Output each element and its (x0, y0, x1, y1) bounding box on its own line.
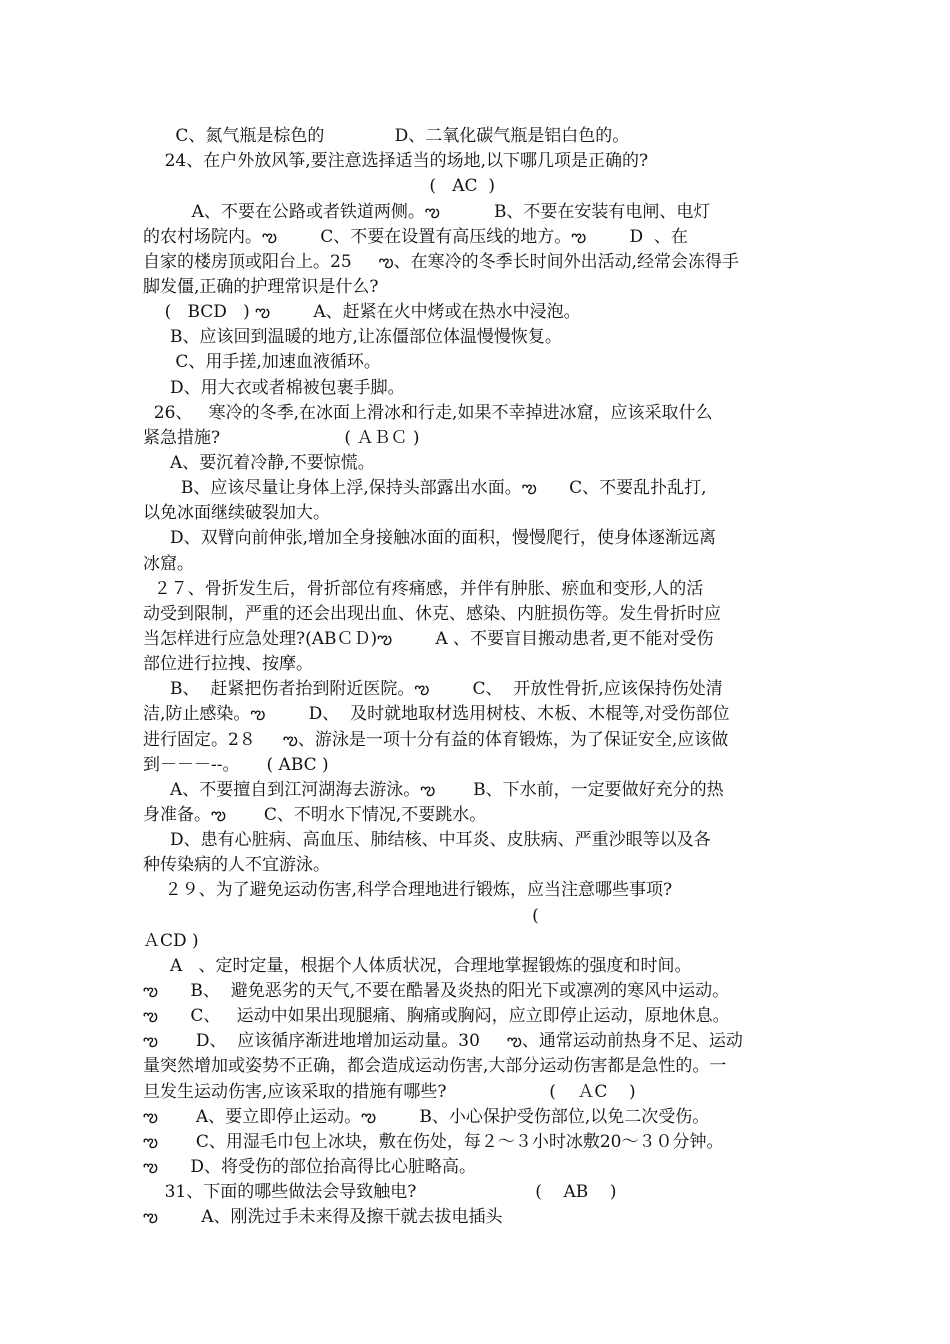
text-line: ఌ C、用湿毛巾包上冰块，敷在伤处，每２～３小时冰敷20～３０分钟。 (143, 1132, 724, 1152)
text-line: 当怎样进行应急处理?(ABＣＤ)ఌ A 、不要盲目搬动患者,更不能对受伤 (143, 629, 714, 649)
text-line: D、双臂向前伸张,增加全身接触冰面的面积，慢慢爬行，使身体逐渐远离 (143, 528, 717, 548)
text-line: ２７、骨折发生后，骨折部位有疼痛感，并伴有肿胀、瘀血和变形,人的活 (143, 579, 704, 599)
text-line: 脚发僵,正确的护理常识是什么? (143, 277, 379, 297)
text-line: 种传染病的人不宜游泳。 (143, 855, 330, 875)
text-line: A、要沉着冷静,不要惊慌。 (143, 453, 375, 473)
text-line: 自家的楼房顶或阳台上。25 ఌ、在寒冷的冬季长时间外出活动,经常会冻得手 (143, 252, 740, 272)
text-line: ＡCD ) (143, 931, 199, 951)
text-line: C、用手搓,加速血液循环。 (143, 352, 381, 372)
text-line: ఌ C、 运动中如果出现腿痛、胸痛或胸闷，应立即停止运动，原地休息。 (143, 1006, 730, 1026)
text-line: ( BCD ) ఌ A、赶紧在火中烤或在热水中浸泡。 (143, 302, 581, 322)
text-line: 进行固定。2８ ఌ、游泳是一项十分有益的体育锻炼，为了保证安全,应该做 (143, 730, 729, 750)
text-line: D、患有心脏病、高血压、肺结核、中耳炎、皮肤病、严重沙眼等以及各 (143, 830, 711, 850)
text-line: 26、 寒冷的冬季,在冰面上滑冰和行走,如果不幸掉进冰窟，应该采取什么 (143, 403, 713, 423)
text-line: 冰窟。 (143, 554, 194, 574)
text-line: 动受到限制，严重的还会出现出血、休克、感染、内脏损伤等。发生骨折时应 (143, 604, 721, 624)
text-line: ఌ D、将受伤的部位抬高得比心脏略高。 (143, 1157, 477, 1177)
text-line: ఌ B、 避免恶劣的天气,不要在酷暑及炎热的阳光下或凛冽的寒风中运动。 (143, 981, 730, 1001)
text-line: A、不要擅自到江河湖海去游泳。ఌ B、下水前，一定要做好充分的热 (143, 780, 724, 800)
text-line: B、 赶紧把伤者抬到附近医院。ఌ C、 开放性骨折,应该保持伤处清 (143, 679, 723, 699)
text-line: A 、定时定量，根据个人体质状况，合理地掌握锻炼的强度和时间。 (143, 956, 692, 976)
text-line: 旦发生运动伤害,应该采取的措施有哪些? ( ＡC ) (143, 1082, 636, 1102)
text-line: ( (143, 906, 539, 926)
text-line: ( AC ) (143, 176, 495, 196)
text-line: 31、下面的哪些做法会导致触电? ( AB ) (143, 1182, 617, 1202)
text-line: 部位进行拉拽、按摩。 (143, 654, 313, 674)
text-line: C、氮气瓶是棕色的 D、二氧化碳气瓶是铝白色的。 (143, 126, 630, 146)
text-line: 紧急措施? ( ＡＢＣ ) (143, 428, 420, 448)
text-line: 量突然增加或姿势不正确，都会造成运动伤害,大部分运动伤害都是急性的。一 (143, 1056, 727, 1076)
text-line: D、用大衣或者棉被包裹手脚。 (143, 378, 405, 398)
text-line: 洁,防止感染。ఌ D、 及时就地取材选用树枝、木板、木棍等,对受伤部位 (143, 704, 730, 724)
text-line: B、应该回到温暖的地方,让冻僵部位体温慢慢恢复。 (143, 327, 562, 347)
text-line: ２９、为了避免运动伤害,科学合理地进行锻炼，应当注意哪些事项? (143, 880, 673, 900)
text-line: B、应该尽量让身体上浮,保持头部露出水面。ఌ C、不要乱扑乱打, (143, 478, 707, 498)
text-line: 身准备。ఌ C、不明水下情况,不要跳水。 (143, 805, 487, 825)
text-line: 的农村场院内。ఌ C、不要在设置有高压线的地方。ఌ D 、在 (143, 227, 688, 247)
text-line: ఌ A、刚洗过手未来得及擦干就去拔电插头 (143, 1207, 503, 1227)
text-line: ఌ A、要立即停止运动。ఌ B、小心保护受伤部位,以免二次受伤。 (143, 1107, 710, 1127)
text-line: A、不要在公路或者铁道两侧。ఌ B、不要在安装有电闸、电灯 (143, 202, 711, 222)
text-line: 到－－－--。 ( ABC ) (143, 755, 329, 775)
text-line: ఌ D、 应该循序渐进地增加运动量。30 ఌ、通常运动前热身不足、运动 (143, 1031, 743, 1051)
text-line: 24、在户外放风筝,要注意选择适当的场地,以下哪几项是正确的? (143, 151, 649, 171)
text-line: 以免冰面继续破裂加大。 (143, 503, 330, 523)
